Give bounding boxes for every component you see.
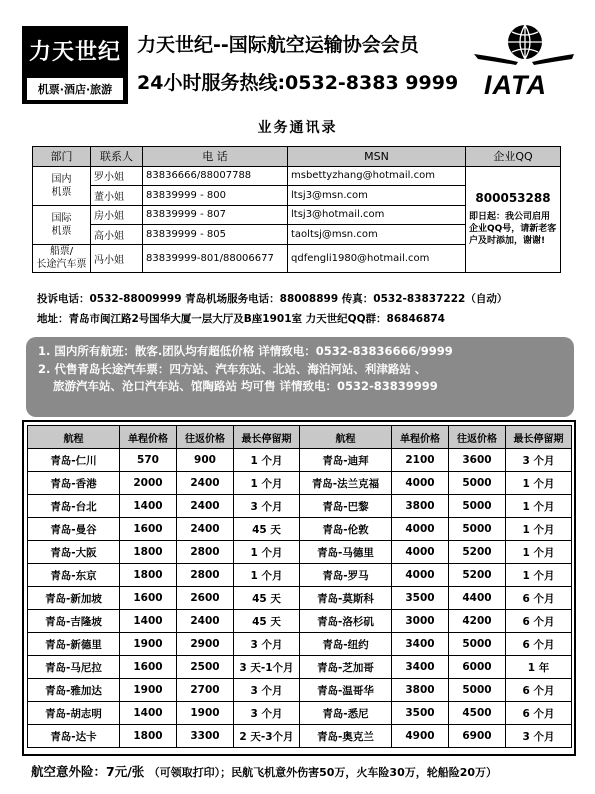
table-row (28, 564, 572, 587)
table-cell: 1800 (120, 725, 177, 748)
table-cell: 45 天 (234, 587, 300, 610)
table-cell: 青岛-罗马 (300, 564, 392, 587)
table-cell: 青岛-胡志明 (28, 702, 120, 725)
table-cell: 1 个月 (234, 449, 300, 472)
table-cell: 570 (120, 449, 177, 472)
table-cell: 3300 (177, 725, 234, 748)
header (0, 0, 595, 118)
table-cell: 2400 (177, 472, 234, 495)
table-cell: 5200 (449, 564, 506, 587)
directory-title: 业务通讯录 (257, 120, 338, 136)
table-cell: 3 个月 (234, 633, 300, 656)
info-address: 地址：青岛市闽江路2号国华大厦一层大厅及B座1901室 力天世纪QQ群：86846874 (37, 313, 445, 325)
table-cell: 3 个月 (234, 495, 300, 518)
table-cell: 青岛-悉尼 (300, 702, 392, 725)
table-cell: 900 (177, 449, 234, 472)
column-header: 电 话 (143, 147, 288, 167)
table-row (28, 518, 572, 541)
table-row (28, 679, 572, 702)
table-cell: 青岛-新加坡 (28, 587, 120, 610)
contact-person: 冯小姐 (91, 244, 143, 272)
column-header: MSN (288, 147, 466, 167)
contact-phone: 83839999 - 805 (143, 225, 288, 245)
table-cell: 1900 (120, 633, 177, 656)
table-cell: 2800 (177, 541, 234, 564)
table-cell: 2700 (177, 679, 234, 702)
info-phones: 投诉电话：0532-88009999 青岛机场服务电话：88008899 传真：0532-83837222（自动） (37, 293, 508, 305)
table-cell: 3500 (392, 702, 449, 725)
table-cell: 2400 (177, 518, 234, 541)
table-cell: 1600 (120, 587, 177, 610)
contact-msn: qdfengli1980@hotmail.com (288, 244, 466, 272)
column-header: 单程价格 (120, 426, 177, 449)
banner-line: 旅游汽车站、沧口汽车站、馆陶路站 均可售 详情致电：0532-83839999 (53, 379, 438, 393)
table-row (28, 587, 572, 610)
table-cell: 6900 (449, 725, 506, 748)
table-cell: 4900 (392, 725, 449, 748)
table-cell: 2 天-3个月 (234, 725, 300, 748)
table-cell: 3400 (392, 656, 449, 679)
banner-line: 1. 国内所有航班：散客.团队均有超低价格 详情致电：0532-83836666/9999 (38, 344, 453, 358)
iata-text: IATA (484, 70, 547, 100)
table-cell: 青岛-台北 (28, 495, 120, 518)
table-cell: 3 天-1个月 (234, 656, 300, 679)
column-header: 单程价格 (392, 426, 449, 449)
table-cell: 3800 (392, 679, 449, 702)
contact-phone: 83839999 - 800 (143, 186, 288, 206)
table-row (28, 610, 572, 633)
table-cell: 4000 (392, 472, 449, 495)
table-cell: 青岛-伦敦 (300, 518, 392, 541)
table-cell: 1 个月 (234, 472, 300, 495)
table-row (28, 725, 572, 748)
insurance-main: 航空意外险：7元/张 (31, 764, 145, 779)
table-cell: 6 个月 (506, 679, 572, 702)
column-header: 最长停留期 (506, 426, 572, 449)
table-cell: 青岛-吉隆坡 (28, 610, 120, 633)
contact-header-row (33, 147, 561, 167)
table-cell: 1600 (120, 518, 177, 541)
table-cell: 6 个月 (506, 633, 572, 656)
contact-person: 房小姐 (91, 205, 143, 225)
column-header: 联系人 (91, 147, 143, 167)
column-header: 往返价格 (177, 426, 234, 449)
table-cell: 2500 (177, 656, 234, 679)
contact-phone: 83839999-801/88006677 (143, 244, 288, 272)
logo-brand: 力天世纪 (28, 39, 121, 65)
table-cell: 1600 (120, 656, 177, 679)
table-cell: 45 天 (234, 610, 300, 633)
table-cell: 1800 (120, 541, 177, 564)
table-cell: 1400 (120, 702, 177, 725)
table-cell: 5000 (449, 679, 506, 702)
table-cell: 青岛-香港 (28, 472, 120, 495)
contact-person: 罗小姐 (91, 166, 143, 186)
table-cell: 青岛-迪拜 (300, 449, 392, 472)
table-cell: 1900 (177, 702, 234, 725)
table-cell: 6 个月 (506, 610, 572, 633)
table-row (28, 449, 572, 472)
table-cell: 2000 (120, 472, 177, 495)
table-cell: 青岛-马尼拉 (28, 656, 120, 679)
table-cell: 45 天 (234, 518, 300, 541)
flight-price-table (27, 425, 572, 748)
column-header: 航程 (300, 426, 392, 449)
flight-rows (28, 449, 572, 748)
table-cell: 3 个月 (234, 702, 300, 725)
table-cell: 5000 (449, 633, 506, 656)
table-cell: 1 个月 (506, 472, 572, 495)
enterprise-qq-note: 即日起：我公司启用企业QQ号，请新老客户及时添加，谢谢! (469, 212, 557, 246)
table-cell: 4000 (392, 564, 449, 587)
table-cell: 1 个月 (506, 541, 572, 564)
table-cell: 5000 (449, 495, 506, 518)
table-cell: 1 个月 (234, 541, 300, 564)
table-cell: 1 个月 (506, 564, 572, 587)
contact-msn: taoltsj@msn.com (288, 225, 466, 245)
enterprise-qq-cell (466, 166, 561, 272)
table-cell: 青岛-纽约 (300, 633, 392, 656)
column-header: 企业QQ (466, 147, 561, 167)
table-cell: 5000 (449, 472, 506, 495)
table-cell: 1800 (120, 564, 177, 587)
table-cell: 1 个月 (506, 495, 572, 518)
table-row (28, 472, 572, 495)
contact-msn: ltsj3@hotmail.com (288, 205, 466, 225)
table-cell: 6000 (449, 656, 506, 679)
table-cell: 4500 (449, 702, 506, 725)
table-cell: 3 个月 (506, 449, 572, 472)
enterprise-qq-number: 800053288 (475, 191, 551, 205)
table-cell: 青岛-温哥华 (300, 679, 392, 702)
column-header: 最长停留期 (234, 426, 300, 449)
table-cell: 3 个月 (506, 725, 572, 748)
table-cell: 2900 (177, 633, 234, 656)
table-cell: 青岛-奥克兰 (300, 725, 392, 748)
table-cell: 2400 (177, 495, 234, 518)
table-cell: 4000 (392, 518, 449, 541)
table-cell: 青岛-新德里 (28, 633, 120, 656)
table-cell: 青岛-雅加达 (28, 679, 120, 702)
contact-row (33, 166, 561, 186)
contact-msn: msbettyzhang@hotmail.com (288, 166, 466, 186)
contact-person: 高小姐 (91, 225, 143, 245)
table-cell: 青岛-曼谷 (28, 518, 120, 541)
logo-tagline: 机票·酒店·旅游 (27, 78, 123, 100)
table-cell: 1 个月 (506, 518, 572, 541)
column-header: 航程 (28, 426, 120, 449)
table-cell: 5200 (449, 541, 506, 564)
department-domestic: 国内 机票 (33, 166, 91, 205)
table-row (28, 633, 572, 656)
table-cell: 青岛-大阪 (28, 541, 120, 564)
table-cell: 2100 (392, 449, 449, 472)
promo-banner (26, 337, 574, 417)
table-cell: 6 个月 (506, 702, 572, 725)
table-cell: 青岛-马德里 (300, 541, 392, 564)
column-header: 往返价格 (449, 426, 506, 449)
company-logo (22, 26, 128, 104)
table-cell: 3600 (449, 449, 506, 472)
table-cell: 青岛-莫斯科 (300, 587, 392, 610)
table-cell: 1900 (120, 679, 177, 702)
banner-line: 2. 代售青岛长途汽车票：四方站、汽车东站、北站、海泊河站、利津路站 、 (38, 361, 427, 376)
insurance-detail: （可领取打印）；民航飞机意外伤害50万，火车险30万，轮船险20万） (148, 766, 498, 779)
table-cell: 青岛-洛杉矶 (300, 610, 392, 633)
table-cell: 青岛-法兰克福 (300, 472, 392, 495)
table-row (28, 495, 572, 518)
contact-phone: 83839999 - 807 (143, 205, 288, 225)
table-cell: 3500 (392, 587, 449, 610)
column-header: 部门 (33, 147, 91, 167)
table-row (28, 702, 572, 725)
hotline: 24小时服务热线:0532-8383 9999 (137, 72, 459, 94)
table-cell: 青岛-芝加哥 (300, 656, 392, 679)
insurance-note (31, 762, 497, 780)
table-cell: 3800 (392, 495, 449, 518)
table-row (28, 656, 572, 679)
table-cell: 青岛-巴黎 (300, 495, 392, 518)
table-cell: 5000 (449, 518, 506, 541)
table-cell: 1 年 (506, 656, 572, 679)
table-cell: 青岛-仁川 (28, 449, 120, 472)
table-cell: 2600 (177, 587, 234, 610)
table-cell: 2800 (177, 564, 234, 587)
contact-msn: ltsj3@msn.com (288, 186, 466, 206)
table-row (28, 541, 572, 564)
table-cell: 4000 (392, 541, 449, 564)
department-international: 国际 机票 (33, 205, 91, 244)
table-cell: 4400 (449, 587, 506, 610)
table-cell: 4200 (449, 610, 506, 633)
table-cell: 3000 (392, 610, 449, 633)
contact-phone: 83836666/88007788 (143, 166, 288, 186)
contact-table (32, 146, 561, 273)
flight-header-row (28, 426, 572, 449)
table-cell: 青岛-东京 (28, 564, 120, 587)
department-ship-bus: 船票/ 长途汽车票 (33, 244, 91, 272)
table-cell: 3400 (392, 633, 449, 656)
table-cell: 青岛-达卡 (28, 725, 120, 748)
table-cell: 3 个月 (234, 679, 300, 702)
table-cell: 1400 (120, 610, 177, 633)
table-cell: 6 个月 (506, 587, 572, 610)
table-cell: 1400 (120, 495, 177, 518)
contact-person: 董小姐 (91, 186, 143, 206)
table-cell: 1 个月 (234, 564, 300, 587)
table-cell: 2400 (177, 610, 234, 633)
headline: 力天世纪--国际航空运输协会会员 (137, 34, 419, 56)
